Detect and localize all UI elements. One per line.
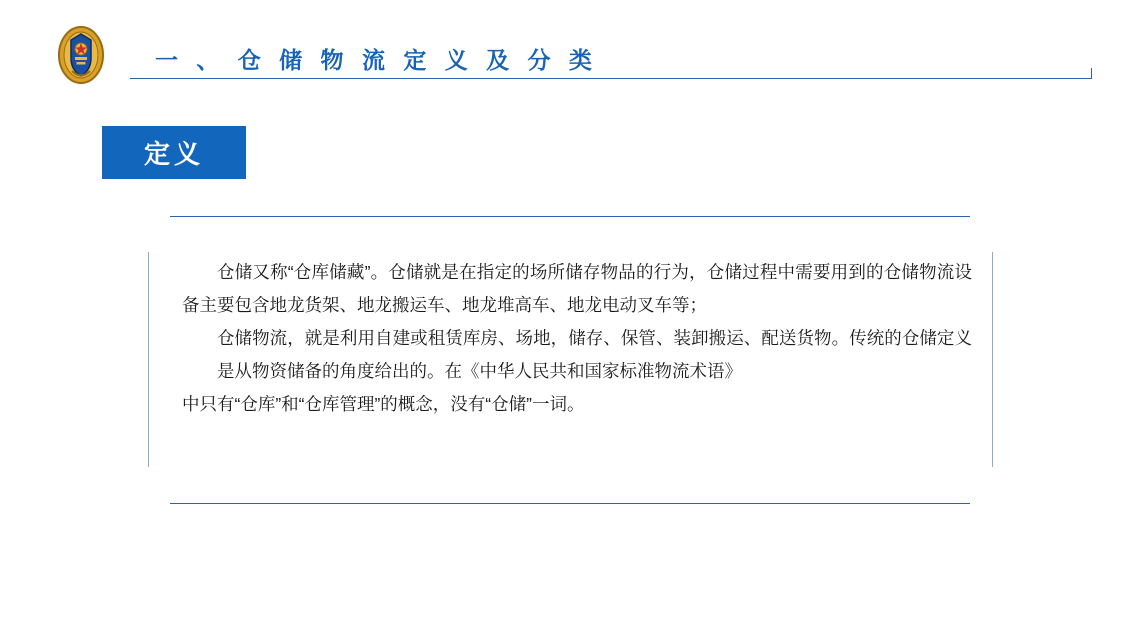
header-divider — [130, 78, 1092, 79]
frame-line-left — [148, 252, 149, 467]
section-label-badge — [102, 126, 246, 179]
frame-line-right — [992, 252, 993, 467]
frame-line-top — [170, 216, 970, 217]
slide-header — [0, 0, 1122, 100]
body-paragraph-1: 仓储又称“仓库储藏”。仓储就是在指定的场所储存物品的行为，仓储过程中需要用到的仓储物流设备主要包含地龙货架、地龙搬运车、地龙堆高车、地龙电动叉车等； — [182, 262, 972, 315]
content-frame — [148, 216, 993, 504]
police-badge-emblem-icon — [50, 24, 112, 86]
header-divider-end-tick — [1091, 68, 1092, 79]
frame-line-bottom — [170, 503, 970, 504]
body-paragraph-2: 仓储物流，就是利用自建或租赁库房、场地，储存、保管、装卸搬运、配送货物。传统的仓储定义是从物资储备的角度给出的。在《中华人民共和国家标准物流术语》 — [217, 328, 972, 381]
page-title: 一 、 仓 储 物 流 定 义 及 分 类 — [155, 47, 598, 73]
body-paragraph-3: 中只有“仓库”和“仓库管理”的概念，没有“仓储”一词。 — [182, 394, 585, 414]
section-label-text: 定义 — [143, 139, 204, 169]
body-text-block — [182, 256, 972, 421]
